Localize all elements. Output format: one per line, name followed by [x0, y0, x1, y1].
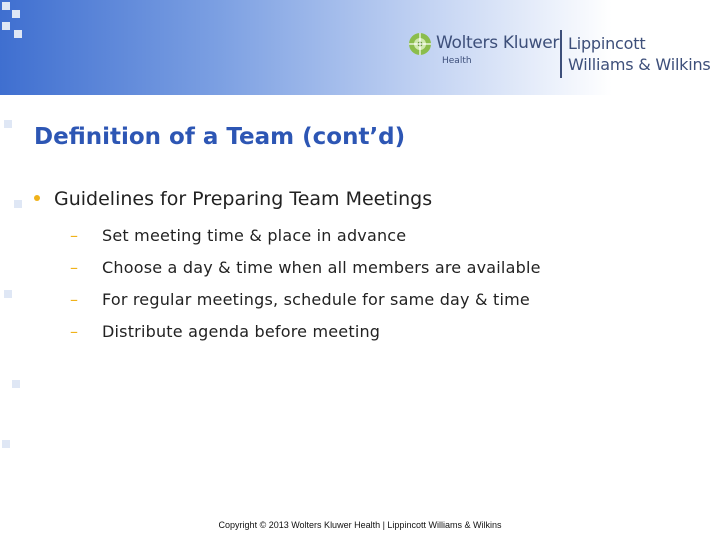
slide-title: Definition of a Team (cont’d) — [34, 124, 406, 150]
logo-brand-text: Wolters Kluwer — [436, 33, 560, 53]
dash-icon: – — [70, 226, 79, 245]
main-bullet-text: Guidelines for Preparing Team Meetings — [54, 188, 433, 210]
logo-partner-line1: Lippincott — [568, 34, 646, 53]
logo-divider — [560, 30, 562, 78]
dash-icon: – — [70, 258, 79, 277]
list-item-text: For regular meetings, schedule for same day & time — [102, 290, 530, 309]
bullet-dot-icon — [34, 195, 40, 201]
list-item — [70, 287, 541, 319]
list-item-text: Set meeting time & place in advance — [102, 226, 407, 245]
logo-partner-line2: Williams & Wilkins — [568, 55, 711, 74]
sub-bullet-list — [70, 223, 541, 351]
publisher-logo — [408, 28, 718, 80]
dash-icon: – — [70, 290, 79, 309]
list-item-text: Distribute agenda before meeting — [102, 322, 381, 341]
main-bullet — [34, 188, 432, 210]
decorative-squares — [0, 0, 40, 470]
list-item-text: Choose a day & time when all members are available — [102, 258, 541, 277]
wolters-kluwer-globe-icon — [408, 32, 432, 56]
logo-sub-text: Health — [442, 56, 472, 66]
list-item — [70, 319, 541, 351]
list-item — [70, 255, 541, 287]
dash-icon: – — [70, 322, 79, 341]
list-item — [70, 223, 541, 255]
footer-copyright: Copyright © 2013 Wolters Kluwer Health | Lippincott Williams & Wilkins — [218, 520, 502, 530]
